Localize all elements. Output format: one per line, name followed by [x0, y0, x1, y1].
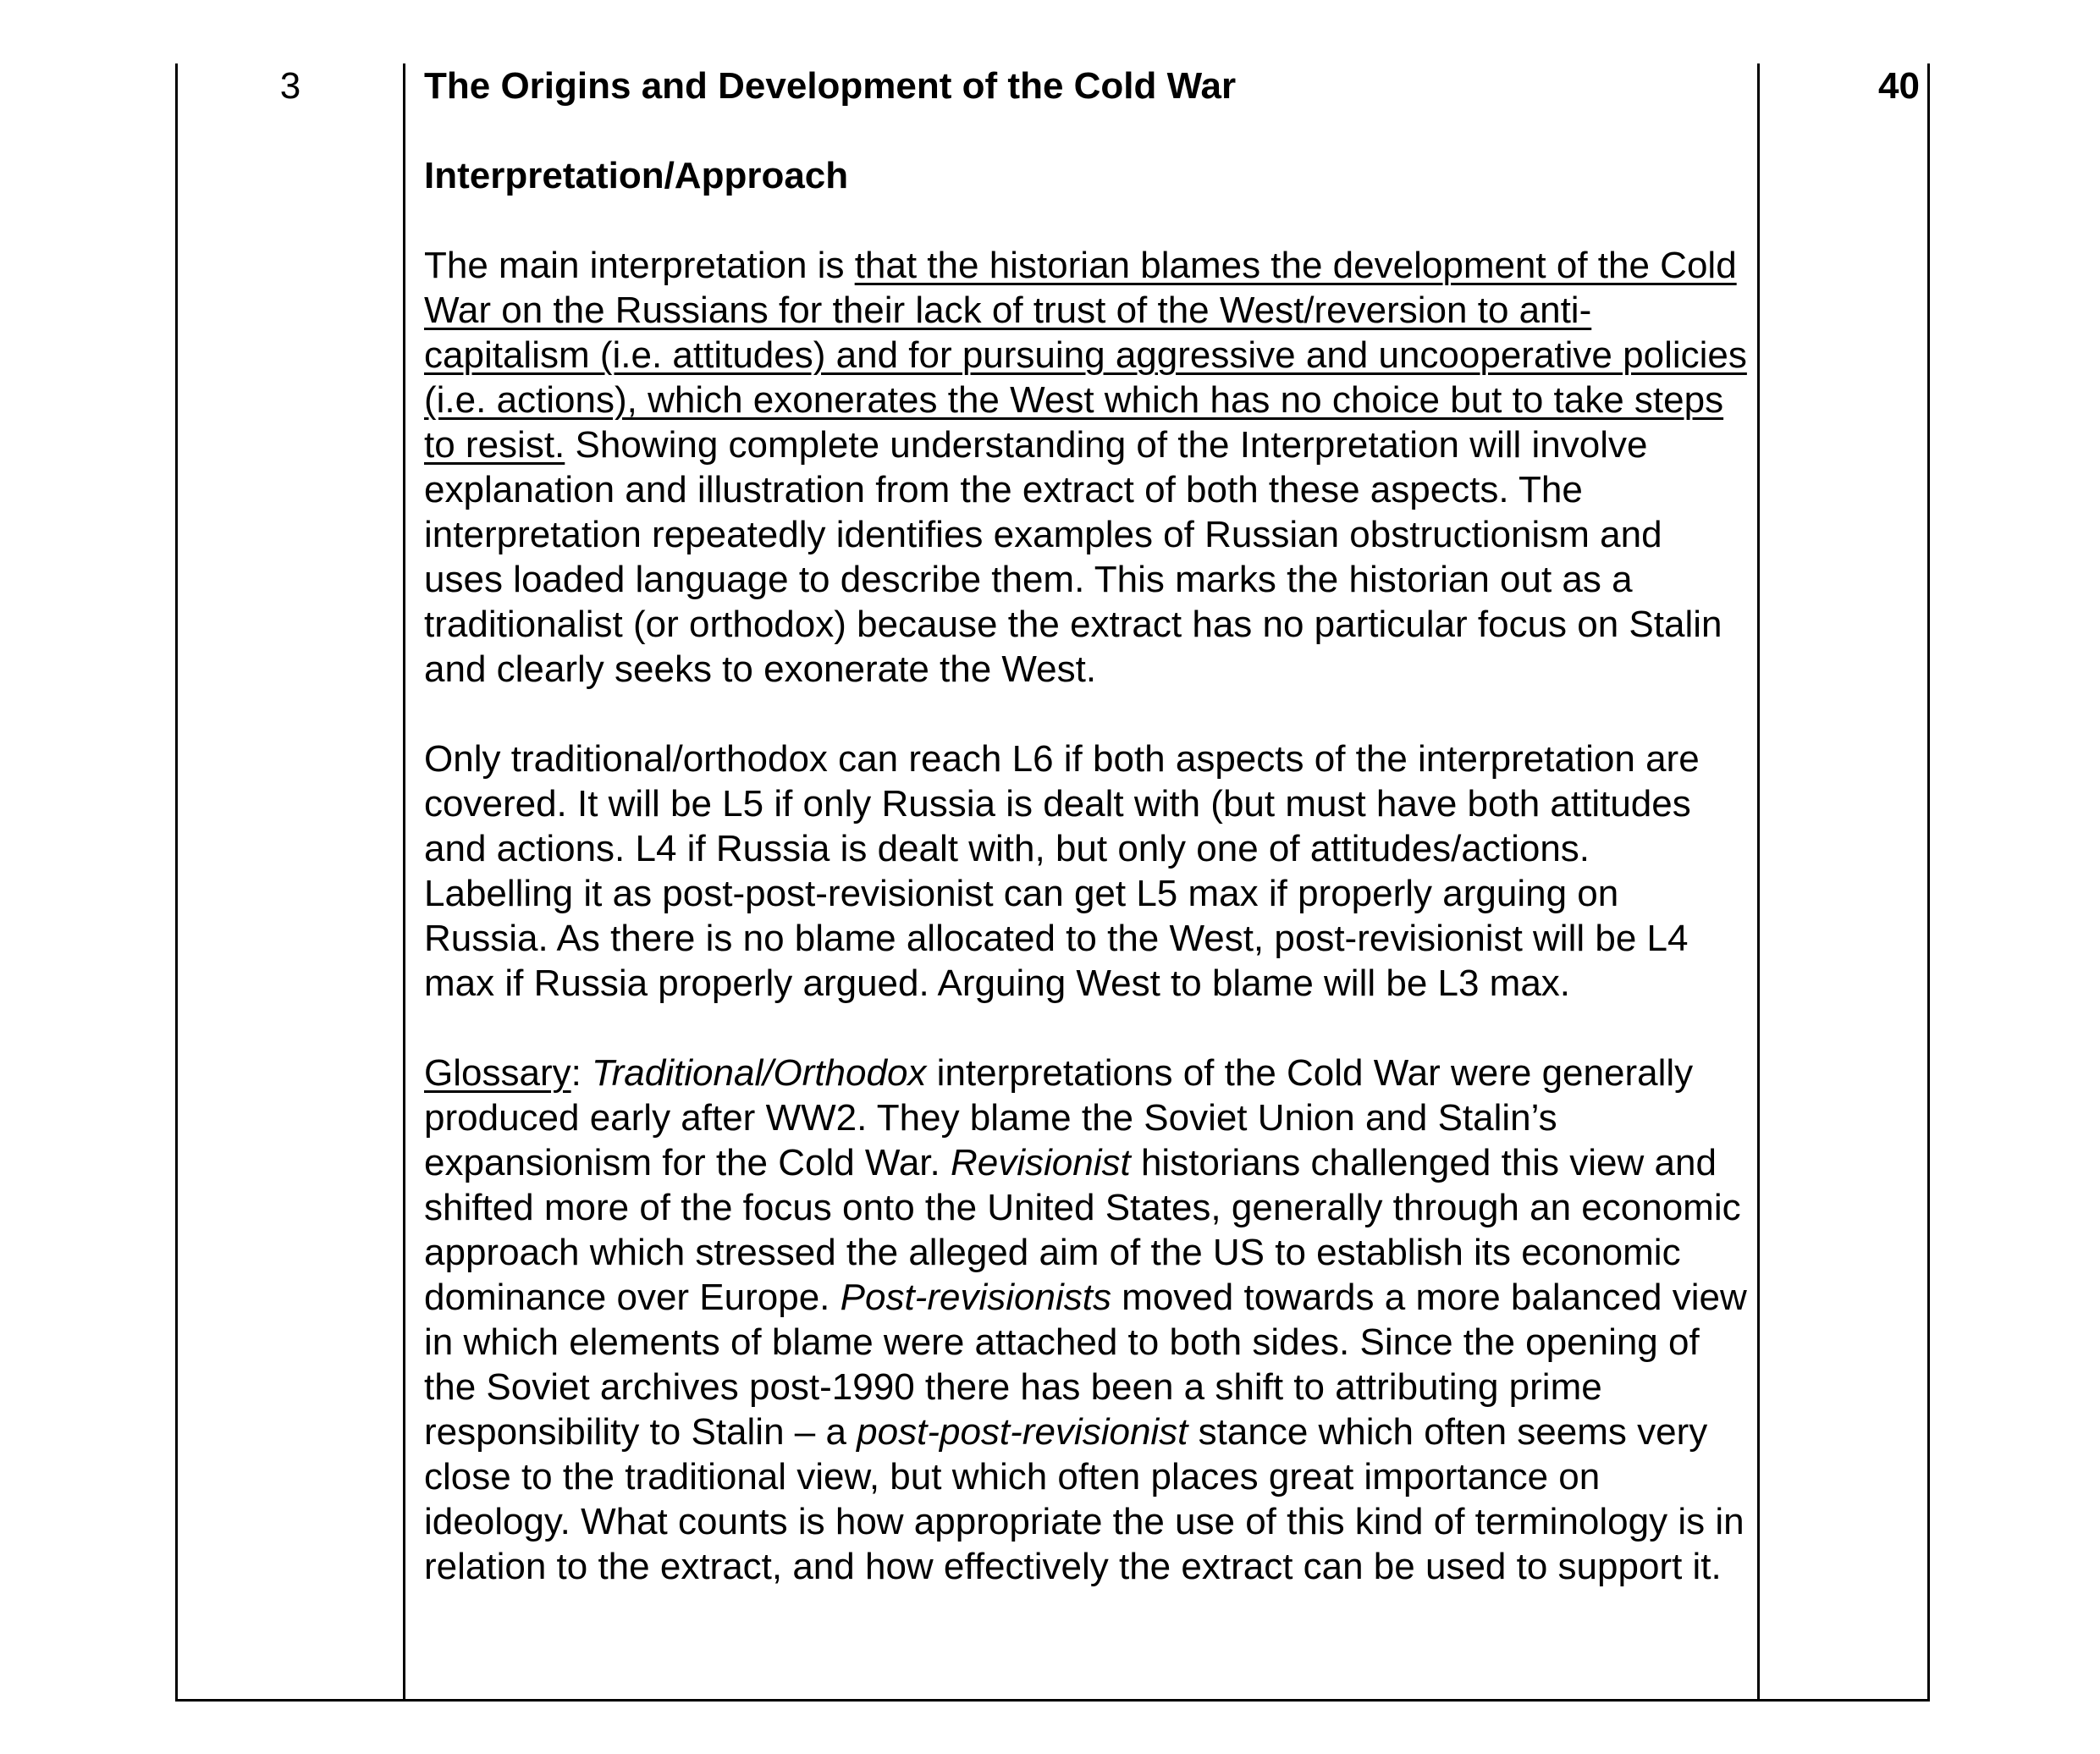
answer-guidance: [424, 63, 1749, 1589]
glossary-term: Post-revisionists: [840, 1277, 1111, 1318]
glossary-term: Revisionist: [950, 1142, 1131, 1183]
column-divider: [1757, 63, 1760, 1699]
interpretation-paragraph: [424, 243, 1749, 692]
question-number: 3: [279, 65, 301, 107]
levels-paragraph: Only traditional/orthodox can reach L6 if both aspects of the interpretation are covered. It will be L5 if only Russia is dealt with (but must have both attitudes and actions. L4 if Russia is dealt with, but only one of attitudes/actions. Labelling it as post-post-revisionist can get L5 max if properly arguing on Russia. As there is no blame allocated to the West, post-revisionist will be L4 max if Russia properly argued. Arguing West to blame will be L3 max.: [424, 738, 1700, 1004]
glossary-text: stance which often seems very close to the traditional view, but which often places great importance on ideology. What counts is how appropriate the use of this kind of terminology is in relation to the extract, and how effectively the extract can be used to support it.: [424, 1411, 1744, 1587]
glossary-colon: :: [570, 1052, 593, 1094]
glossary-text: historians challenged this view and shifted more of the focus onto the United States, generally through an economic approach which stressed the alleged aim of the US to establish its economic dominance over Europe.: [424, 1142, 1741, 1318]
interpretation-underlined: that the historian blames the development of the Cold War on the Russians for their lack of trust of the West/reversion to anti-capitalism (i.e. attitudes) and for pursuing aggressive and uncooperative policies (i.e. actions), which exonerates the West which has no choice but to take steps to resist.: [424, 245, 1747, 466]
glossary-paragraph: [424, 1051, 1749, 1589]
mark-scheme-table: [175, 63, 1930, 1702]
glossary-label: Glossary: [424, 1052, 571, 1094]
interpretation-rest: Showing complete understanding of the Interpretation will involve explanation and illustration from the extract of both these aspects. The interpretation repeatedly identifies examples of Russian obstructionism and uses loaded language to describe them. This marks the historian out as a traditionalist (or orthodox) because the extract has no particular focus on Stalin and clearly seeks to exonerate the West.: [424, 424, 1722, 690]
column-divider: [403, 63, 405, 1699]
section-heading: Interpretation/Approach: [424, 155, 849, 196]
glossary-term: post-post-revisionist: [857, 1411, 1188, 1453]
glossary-term: Traditional/Orthodox: [592, 1052, 927, 1094]
interpretation-intro: The main interpretation is: [424, 245, 855, 286]
glossary-text: interpretations of the Cold War were generally produced early after WW2. They blame the Soviet Union and Stalin’s expansionism for the Cold War.: [424, 1052, 1694, 1183]
question-marks: 40: [1878, 65, 1920, 107]
question-title: The Origins and Development of the Cold War: [424, 65, 1237, 107]
glossary-text: moved towards a more balanced view in which elements of blame were attached to both sides. Since the opening of the Soviet archives post-1990 there has been a shift to attributing prime responsibility to Stalin – a: [424, 1277, 1747, 1453]
